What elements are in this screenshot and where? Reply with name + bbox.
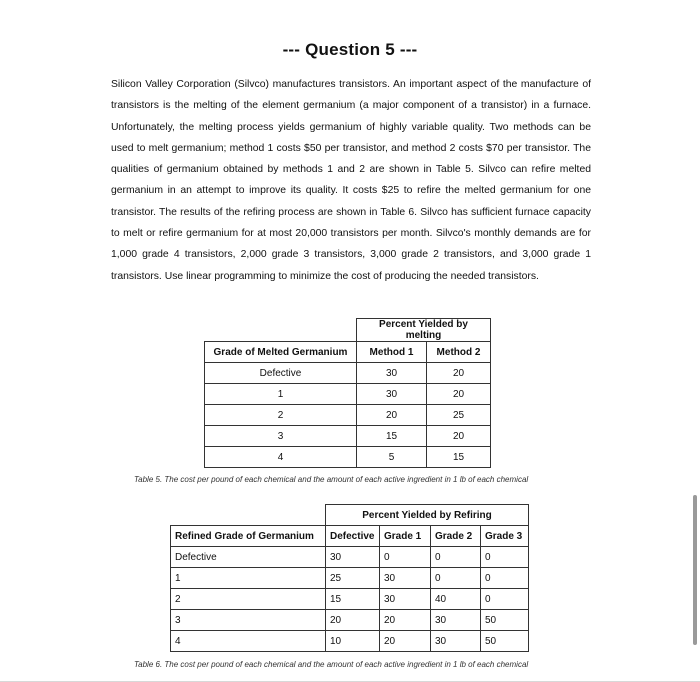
question-title: --- Question 5 --- (282, 40, 418, 59)
table-cell: Defective (205, 363, 357, 384)
table-cell: 0 (431, 547, 481, 568)
column-header: Refined Grade of Germanium (171, 526, 326, 547)
group-header: Percent Yielded by Refiring (326, 505, 529, 526)
refiring-yield-table (170, 504, 529, 652)
table-cell: 20 (380, 610, 431, 631)
table-cell: 40 (431, 589, 481, 610)
table5-caption: Table 5. The cost per pound of each chemical and the amount of each active ingredient in 1 lb of each chemical (134, 475, 529, 484)
table-cell: 30 (431, 610, 481, 631)
table-row (205, 384, 491, 405)
table-cell: 20 (427, 363, 491, 384)
table-cell: 30 (431, 631, 481, 652)
table-cell: 2 (171, 589, 326, 610)
table-cell: 0 (380, 547, 431, 568)
table-cell: 3 (171, 610, 326, 631)
column-header: Grade 1 (380, 526, 431, 547)
table-cell: 4 (171, 631, 326, 652)
table-cell: Defective (171, 547, 326, 568)
table-header-row (171, 526, 529, 547)
table-cell: 0 (431, 568, 481, 589)
group-header: Percent Yielded by melting (357, 319, 491, 342)
table-cell: 15 (357, 426, 427, 447)
melting-yield-table (204, 318, 491, 468)
table-cell: 30 (357, 384, 427, 405)
table-cell: 20 (357, 405, 427, 426)
column-header: Grade 2 (431, 526, 481, 547)
table-cell: 4 (205, 447, 357, 468)
table-cell: 20 (427, 384, 491, 405)
table-cell: 2 (205, 405, 357, 426)
table-header-row (171, 505, 529, 526)
column-header: Defective (326, 526, 380, 547)
table-row (171, 589, 529, 610)
table-cell: 15 (326, 589, 380, 610)
problem-paragraph: Silicon Valley Corporation (Silvco) manufactures transistors. An important aspect of the manufacture of transistors is the melting of the element germanium (a major component of a transistor) in a furnace. Unfortunately, the melting process yields germanium of highly variable quality. Two methods can be used to melt germanium; method 1 costs $50 per transistor, and method 2 costs $70 per transistor. The qualities of germanium obtained by methods 1 and 2 are shown in Table 5. Silvco can refire melted germanium in an attempt to improve its quality. It costs $25 to refire the melted germanium for one transistor. The results of the refiring process are shown in Table 6. Silvco has sufficient furnace capacity to melt or refire germanium for at most 20,000 transistors per month. Silvco's monthly demands are for 1,000 grade 4 transistors, 2,000 grade 3 transistors, 3,000 grade 2 transistors, and 3,000 grade 1 transistors. Use linear programming to minimize the cost of producing the needed transistors. (111, 79, 591, 282)
empty-header-cell (205, 319, 357, 342)
column-header: Method 2 (427, 342, 491, 363)
table-header-row (205, 342, 491, 363)
table-header-row (205, 319, 491, 342)
table6-caption: Table 6. The cost per pound of each chemical and the amount of each active ingredient in 1 lb of each chemical (134, 660, 529, 669)
table-cell: 20 (380, 631, 431, 652)
table-cell: 10 (326, 631, 380, 652)
table-cell: 20 (326, 610, 380, 631)
table-cell: 1 (171, 568, 326, 589)
table-cell: 50 (481, 631, 529, 652)
scrollbar-thumb[interactable] (693, 495, 697, 645)
column-header: Method 1 (357, 342, 427, 363)
table-cell: 30 (380, 568, 431, 589)
table-row (171, 547, 529, 568)
table-cell: 0 (481, 589, 529, 610)
table-row (205, 426, 491, 447)
table-cell: 15 (427, 447, 491, 468)
table-cell: 25 (326, 568, 380, 589)
column-header: Grade 3 (481, 526, 529, 547)
table-cell: 30 (380, 589, 431, 610)
table-cell: 5 (357, 447, 427, 468)
table-row (205, 447, 491, 468)
table-cell: 30 (357, 363, 427, 384)
table-cell: 20 (427, 426, 491, 447)
table-row (171, 568, 529, 589)
table-row (171, 610, 529, 631)
table-row (205, 363, 491, 384)
empty-header-cell (171, 505, 326, 526)
column-header: Grade of Melted Germanium (205, 342, 357, 363)
table-cell: 30 (326, 547, 380, 568)
table-cell: 1 (205, 384, 357, 405)
table-row (171, 631, 529, 652)
table-cell: 50 (481, 610, 529, 631)
table-cell: 3 (205, 426, 357, 447)
table-cell: 25 (427, 405, 491, 426)
table-row (205, 405, 491, 426)
table-cell: 0 (481, 547, 529, 568)
table-cell: 0 (481, 568, 529, 589)
